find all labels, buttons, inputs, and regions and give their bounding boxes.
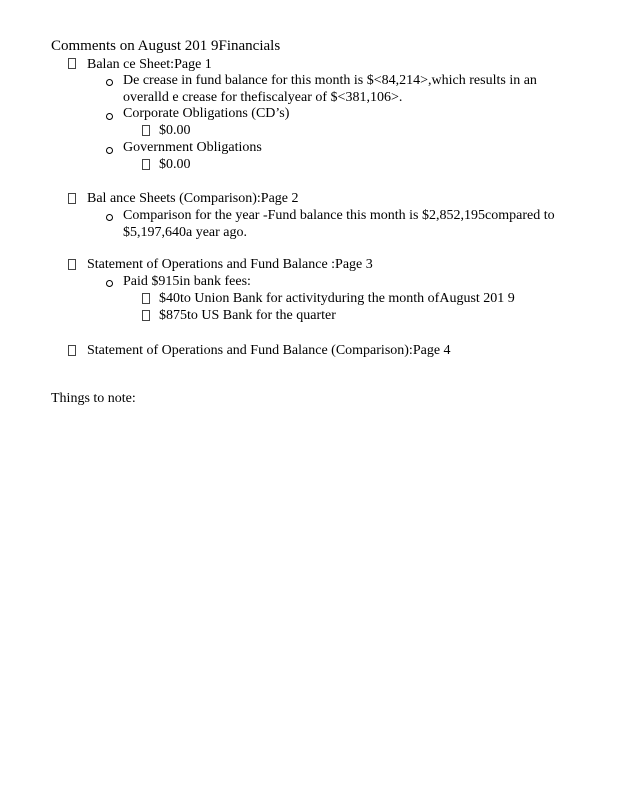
square-bullet-icon <box>68 58 76 69</box>
things-to-note: Things to note: <box>51 391 136 406</box>
section-heading-balance-sheet: Balan ce Sheet:Page 1 <box>87 57 212 72</box>
section-heading-operations: Statement of Operations and Fund Balance :Page 3 <box>87 257 373 272</box>
balance-decrease-line2: overalld e crease for thefiscalyear of $<381,106>. <box>123 90 403 105</box>
square-bullet-icon <box>142 125 150 136</box>
section-heading-balance-comparison: Bal ance Sheets (Comparison):Page 2 <box>87 191 299 206</box>
section-heading-operations-comparison: Statement of Operations and Fund Balance (Comparison):Page 4 <box>87 343 451 358</box>
comparison-line2: $5,197,640a year ago. <box>123 225 248 240</box>
government-obligations: Government Obligations <box>123 140 262 155</box>
document-title: Comments on August 201 9Financials <box>51 38 281 54</box>
square-bullet-icon <box>142 159 150 170</box>
square-bullet-icon <box>68 259 76 270</box>
circle-bullet-icon <box>106 113 113 120</box>
corporate-obligations: Corporate Obligations (CD’s) <box>123 106 290 121</box>
circle-bullet-icon <box>106 147 113 154</box>
balance-decrease-line1: De crease in fund balance for this month is $<84,214>,which results in an <box>123 73 537 88</box>
bank-fees: Paid $915in bank fees: <box>123 274 251 289</box>
comparison-line1: Comparison for the year -Fund balance this month is $2,852,195compared to <box>123 208 555 223</box>
square-bullet-icon <box>142 293 150 304</box>
corporate-obligations-value: $0.00 <box>159 123 191 138</box>
square-bullet-icon <box>68 345 76 356</box>
square-bullet-icon <box>142 310 150 321</box>
us-bank-fee: $875to US Bank for the quarter <box>159 308 336 323</box>
circle-bullet-icon <box>106 280 113 287</box>
circle-bullet-icon <box>106 79 113 86</box>
government-obligations-value: $0.00 <box>159 157 191 172</box>
union-bank-fee: $40to Union Bank for activityduring the month ofAugust 201 9 <box>159 291 515 306</box>
square-bullet-icon <box>68 193 76 204</box>
circle-bullet-icon <box>106 214 113 221</box>
